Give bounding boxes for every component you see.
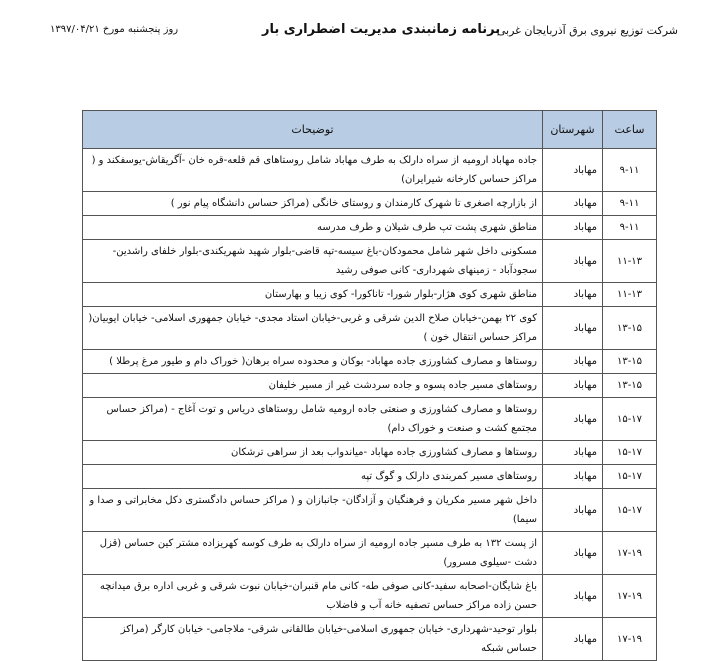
row-time: ۹-۱۱ [603, 216, 657, 240]
table-row [83, 575, 657, 618]
row-city: مهاباد [543, 240, 603, 283]
row-description: مناطق شهری پشت تپ طرف شیلان و طرف مدرسه [83, 216, 543, 240]
schedule-table [82, 110, 657, 661]
row-description: مناطق شهری کوی هژار-بلوار شورا- تاناکورا- کوی زیبا و بهارستان [83, 283, 543, 307]
row-time: ۱۳-۱۵ [603, 350, 657, 374]
document-header [0, 20, 703, 44]
row-city: مهاباد [543, 489, 603, 532]
table-row [83, 350, 657, 374]
row-city: مهاباد [543, 149, 603, 192]
row-time: ۱۵-۱۷ [603, 489, 657, 532]
table-row [83, 307, 657, 350]
table-row [83, 441, 657, 465]
document-date: روز پنجشنبه مورخ ۱۳۹۷/۰۴/۲۱ [50, 24, 179, 35]
row-description: روستاها و مصارف کشاورزی جاده مهاباد -میاندواب بعد از سراهی ترشکان [83, 441, 543, 465]
header-time: ساعت [603, 111, 657, 149]
row-city: مهاباد [543, 192, 603, 216]
row-time: ۹-۱۱ [603, 149, 657, 192]
table-row [83, 149, 657, 192]
header-city: شهرستان [543, 111, 603, 149]
table-row [83, 192, 657, 216]
table-row [83, 240, 657, 283]
document-title: برنامه زمانبندی مدیریت اضطراری بار [262, 22, 501, 37]
row-city: مهاباد [543, 398, 603, 441]
row-description: کوی ۲۲ بهمن-خیابان صلاح الدین شرقی و غربی-خیابان استاد مجدی- خیابان جمهوری اسلامی- خیابان ایوبیان( مراکز حساس انتقال خون ) [83, 307, 543, 350]
row-description: روستاها و مصارف کشاورزی و صنعتی جاده ارومیه شامل روستاهای درياس و توت آغاج - (مراکز حساس مجتمع کشت و صنعت و خوراک دام) [83, 398, 543, 441]
table-header-row [83, 111, 657, 149]
company-name: شرکت توزیع نیروی برق آذربایجان غربی [496, 24, 678, 37]
row-city: مهاباد [543, 441, 603, 465]
row-time: ۱۷-۱۹ [603, 618, 657, 661]
row-city: مهاباد [543, 532, 603, 575]
row-time: ۹-۱۱ [603, 192, 657, 216]
row-description: بلوار توحید-شهرداری- خیابان جمهوری اسلامی-خیابان طالقانی شرقی- ملاجامی- خیابان کارگر (مراکز حساس شبکه [83, 618, 543, 661]
row-description: روستاها و مصارف کشاورزی جاده مهاباد- بوکان و محدوده سراه برهان( خوراک دام و طیور مرغ پرطلا ) [83, 350, 543, 374]
table-row [83, 489, 657, 532]
row-time: ۱۵-۱۷ [603, 398, 657, 441]
table-row [83, 618, 657, 661]
row-description: مسکونی داخل شهر شامل محمودکان-باغ سیسه-تپه قاضی-بلوار شهید شهریکندی-بلوار خلفای راشدین-سجودآباد - زمینهای شهرداری- کانی صوفی رشید [83, 240, 543, 283]
row-city: مهاباد [543, 350, 603, 374]
row-description: باغ شایگان-اصحابه سفید-کانی صوفی طه- کانی مام قنبران-خیابان نبوت شرقی و غربی اداره برق میدانچه حسن زاده مراکز حساس تصفیه خانه آب و فاضلاب [83, 575, 543, 618]
table-body [83, 149, 657, 661]
row-city: مهاباد [543, 374, 603, 398]
row-city: مهاباد [543, 618, 603, 661]
row-description: جاده مهاباد ارومیه از سراه دارلک به طرف مهاباد شامل روستاهای قم قلعه-قره خان -آگریقاش-یوسفکند و ( مراکز حساس کارخانه شیرایران) [83, 149, 543, 192]
row-description: داخل شهر مسیر مکریان و فرهنگیان و آزادگان- جانبازان و ( مراکز حساس دادگستری دکل مخابراتی و صدا و سیما) [83, 489, 543, 532]
row-time: ۱۵-۱۷ [603, 465, 657, 489]
table-row [83, 374, 657, 398]
table-row [83, 532, 657, 575]
row-description: روستاهای مسیر جاده پسوه و جاده سردشت غیر از مسیر خلیفان [83, 374, 543, 398]
row-description: از پست ۱۳۲ به طرف مسیر جاده ارومیه از سراه دارلک به طرف کوسه کهریزاده مشتر کین حساس (قزل دشت -سیلوی مسرور) [83, 532, 543, 575]
table-row [83, 283, 657, 307]
header-description: توضیحات [83, 111, 543, 149]
row-time: ۱۷-۱۹ [603, 575, 657, 618]
table-row [83, 216, 657, 240]
row-time: ۱۳-۱۵ [603, 374, 657, 398]
row-time: ۱۱-۱۳ [603, 240, 657, 283]
row-time: ۱۳-۱۵ [603, 307, 657, 350]
table-row [83, 465, 657, 489]
row-description: از بازارچه اصغری تا شهرک کارمندان و روستای خانگی (مراکز حساس دانشگاه پیام نور ) [83, 192, 543, 216]
row-city: مهاباد [543, 575, 603, 618]
row-time: ۱۷-۱۹ [603, 532, 657, 575]
row-city: مهاباد [543, 216, 603, 240]
row-city: مهاباد [543, 283, 603, 307]
row-city: مهاباد [543, 307, 603, 350]
row-time: ۱۵-۱۷ [603, 441, 657, 465]
table-row [83, 398, 657, 441]
row-description: روستاهای مسیر کمربندی دارلک و گوگ تپه [83, 465, 543, 489]
row-city: مهاباد [543, 465, 603, 489]
row-time: ۱۱-۱۳ [603, 283, 657, 307]
